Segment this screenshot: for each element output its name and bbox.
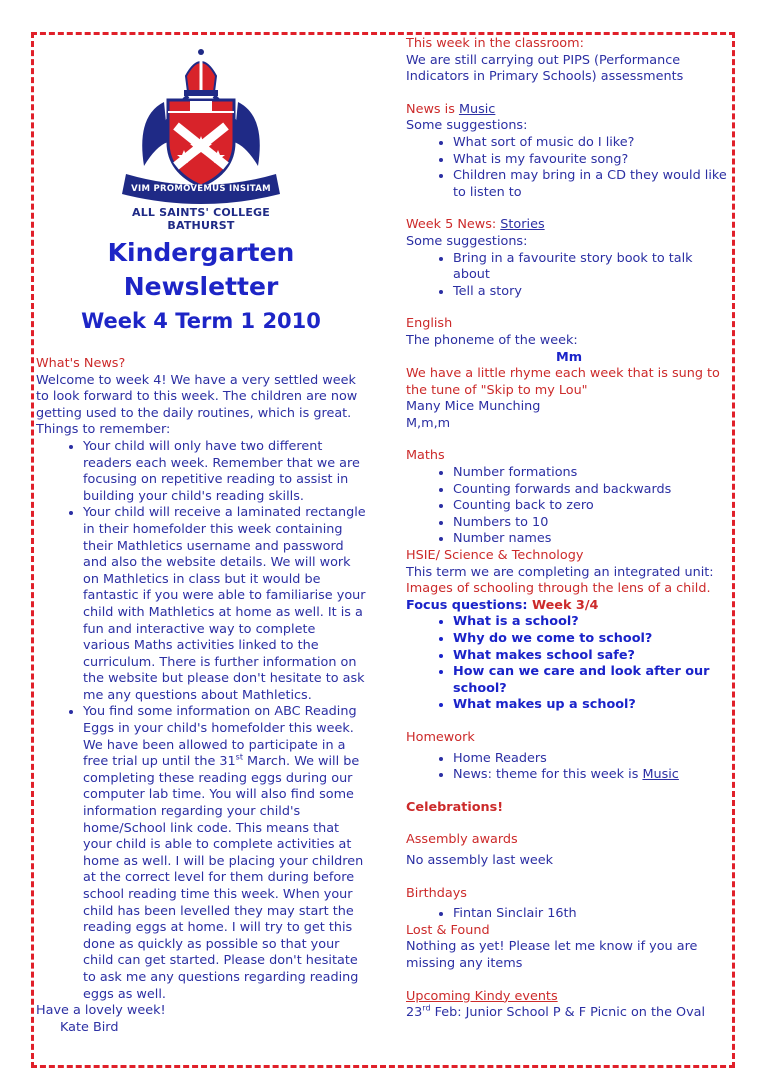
week5-suggestions-label: Some suggestions: [406, 233, 528, 249]
phoneme-label: The phoneme of the week: [406, 332, 578, 348]
date-suffix: st [235, 752, 243, 762]
classroom-text: We are still carrying out PIPS (Performance Indicators in Primary Schools) assessments [406, 52, 684, 85]
list-item: • Your child will receive a laminated rectangle in their homefolder this week containing their Mathletics username and password and also the website details. We will work on Mathletics in class but it would be fantastic if you were able to familiarise your child with Mathletics at home as well. It is a fun and interactive way to complete various Maths activities linked to the curriculum. There is further information on the website but please don't hesitate to ask me any questions about Mathletics. [83, 505, 366, 704]
english-heading: English [406, 316, 453, 332]
list-item: • Bring in a favourite story book to talk about [453, 251, 732, 284]
hsie-text: This term we are completing an integrated unit: [406, 564, 714, 580]
list-item: • What makes school safe? [453, 648, 732, 665]
upcoming-events-heading: Upcoming Kindy events [406, 988, 558, 1004]
list-item: • Home Readers [453, 751, 732, 768]
newsletter-title-line1: Kindergarten [107, 238, 295, 267]
list-item: • Why do we come to school? [453, 631, 732, 648]
news-prefix: News is [406, 101, 459, 117]
list-item: • Counting back to zero [453, 498, 732, 515]
newsletter-subtitle: Week 4 Term 1 2010 [81, 309, 321, 333]
signature: Kate Bird [60, 1019, 119, 1035]
classroom-heading: This week in the classroom: [406, 36, 584, 51]
birthdays-heading: Birthdays [406, 885, 467, 901]
list-item: • Your child will only have two different readers each week. Remember that we are focusing on repetitive reading to assist in building your child's reading skills. [83, 439, 366, 505]
maths-heading: Maths [406, 448, 445, 464]
focus-label: Focus questions: [406, 597, 532, 613]
focus-questions-list [406, 614, 732, 714]
week5-suggestions-list [406, 251, 732, 301]
list-item: • Tell a story [453, 284, 732, 301]
rhyme-line: Many Mice Munching [406, 399, 541, 415]
reminders-list [36, 439, 366, 1003]
maths-list [406, 465, 732, 548]
list-item: • What is a school? [453, 614, 732, 631]
list-item [83, 704, 366, 1003]
newsletter-title-line2: Newsletter [123, 272, 279, 301]
list-item: • What is my favourite song? [453, 152, 732, 169]
crest-motto: VIM PROMOVEMUS INSITAM [131, 184, 271, 194]
event-day: 23 [406, 1005, 423, 1021]
masthead [36, 46, 366, 336]
list-item: • Counting forwards and backwards [453, 482, 732, 499]
hsie-unit: Images of schooling through the lens of a child. [406, 581, 711, 597]
celebrations-heading: Celebrations! [406, 799, 504, 815]
list-item: • Number names [453, 531, 732, 548]
event-day-suffix: rd [422, 1003, 431, 1013]
reading-eggs-text: You find some information on ABC Reading Eggs in your child's homefolder this week. We have been allowed to participate in a free trial up until the 31 [83, 704, 357, 770]
assembly-text: No assembly last week [406, 852, 554, 868]
list-item: • Numbers to 10 [453, 515, 732, 532]
right-column [406, 36, 732, 1022]
list-item: • Children may bring in a CD they would like to listen to [453, 168, 732, 201]
list-item: • What makes up a school? [453, 697, 732, 714]
event-item [406, 1005, 732, 1022]
list-item: • How can we care and look after our school? [453, 664, 732, 697]
lost-found-text: Nothing as yet! Please let me know if you are missing any items [406, 939, 698, 971]
phoneme-of-week: Mm [555, 349, 583, 365]
news-suggestions-list [406, 135, 732, 201]
closing-line: Have a lovely week! [36, 1003, 166, 1019]
week5-topic: Stories [500, 217, 545, 233]
lost-found-heading: Lost & Found [406, 922, 490, 938]
focus-questions-label [406, 598, 732, 615]
focus-week: Week 3/4 [531, 597, 599, 613]
list-item: • Number formations [453, 465, 732, 482]
hsie-heading: HSIE/ Science & Technology [406, 548, 584, 564]
week5-prefix: Week 5 News: [406, 217, 501, 233]
whats-news-heading: What's News? [36, 356, 126, 371]
homework-news-topic: Music [642, 767, 679, 783]
week5-heading [406, 217, 732, 234]
birthdays-list [406, 906, 732, 923]
homework-list [406, 751, 732, 784]
list-item: • Fintan Sinclair 16th [453, 906, 732, 923]
assembly-heading: Assembly awards [406, 832, 518, 848]
left-column [36, 42, 366, 1036]
event-text: Feb: Junior School P & F Picnic on the Oval [430, 1005, 706, 1021]
list-item [453, 767, 732, 784]
homework-news-text: News: theme for this week is [453, 767, 643, 783]
welcome-paragraph: Welcome to week 4! We have a very settled week to look forward to this week. The children are now getting used to the daily routines, which is great. [36, 372, 358, 421]
college-name: ALL SAINTS' COLLEGE [131, 206, 271, 219]
list-item: • What sort of music do I like? [453, 135, 732, 152]
homework-heading: Homework [406, 729, 475, 745]
news-suggestions-label: Some suggestions: [406, 118, 528, 134]
college-location: BATHURST [167, 219, 235, 232]
things-to-remember-heading: Things to remember: [36, 422, 171, 438]
reading-eggs-text-cont: March. We will be completing these reading eggs during our computer lab time. You will also find some information regarding your child's home/School link code. This means that your child is able to complete activities at home as well. I will be placing your children at the correct level for them during before school reading time this week. When your child has been levelled they may start the reading eggs at home. I will try to get this done as quickly as possible so that your child can get started. Please don't hesitate to ask me any questions regarding reading eggs as well. [83, 754, 364, 1002]
news-heading [406, 102, 732, 119]
news-topic: Music [458, 101, 496, 117]
rhyme-intro: We have a little rhyme each week that is sung to the tune of "Skip to my Lou" [406, 366, 720, 398]
rhyme-line: M,m,m [406, 415, 451, 431]
